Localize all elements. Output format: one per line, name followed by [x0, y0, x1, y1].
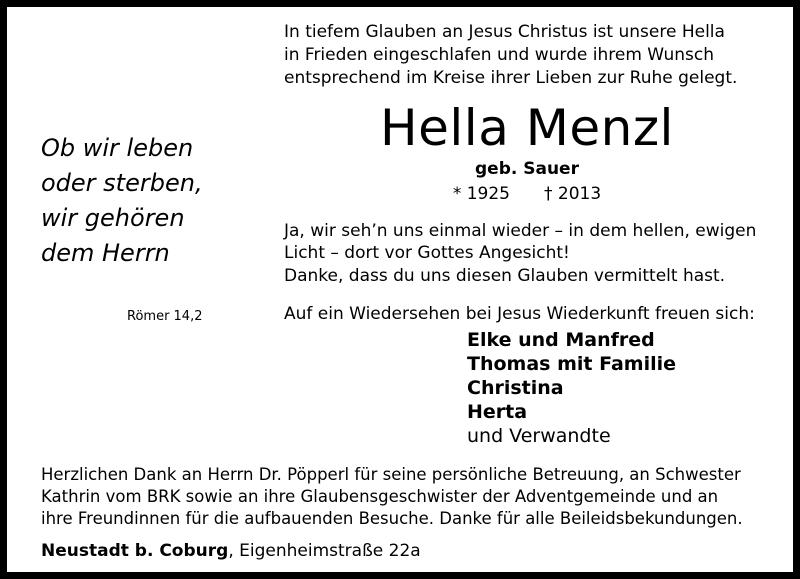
- quote-reference: Römer 14,2: [127, 309, 203, 324]
- hope-line: Licht – dort vor Gottes Angesicht!: [284, 243, 570, 263]
- hope-text: [284, 220, 774, 264]
- faith-thanks: Danke, dass du uns diesen Glauben vermittelt hast.: [284, 266, 726, 286]
- death-year: † 2013: [544, 184, 602, 204]
- thanks-line: Kathrin vom BRK sowie an ihre Glaubensgeschwister der Adventgemeinde und an: [41, 487, 719, 506]
- bible-quote: [41, 131, 261, 271]
- quote-line: oder sterben,: [41, 169, 203, 197]
- quote-line: Ob wir leben: [41, 134, 194, 162]
- mourner-name: Elke und Manfred: [467, 329, 655, 351]
- deceased-name: Hella Menzl: [380, 99, 674, 157]
- mourner-name: Herta: [467, 401, 528, 423]
- intro-line: In tiefem Glauben an Jesus Christus ist unsere Hella: [284, 22, 725, 42]
- thanks-line: Herzlichen Dank an Herrn Dr. Pöpperl für seine persönliche Betreuung, an Schwester: [41, 465, 741, 484]
- life-dates: [307, 183, 747, 205]
- mourner-name: Thomas mit Familie: [467, 353, 676, 375]
- address: [41, 540, 641, 562]
- thanks-text: [41, 464, 776, 530]
- quote-line: dem Herrn: [41, 239, 170, 267]
- mourners-list: [467, 328, 767, 448]
- intro-line: entsprechend im Kreise ihrer Lieben zur Ruhe gelegt.: [284, 68, 738, 88]
- intro-text: [284, 21, 774, 90]
- address-town: Neustadt b. Coburg: [41, 541, 229, 561]
- thanks-line: ihre Freundinnen für die aufbauenden Besuche. Danke für alle Beileidsbekundungen.: [41, 509, 743, 528]
- birth-name: geb. Sauer: [475, 159, 579, 179]
- hope-line: Ja, wir seh’n uns einmal wieder – in dem hellen, ewigen: [284, 221, 757, 241]
- address-street: , Eigenheimstraße 22a: [228, 541, 421, 561]
- mourner-relatives: und Verwandte: [467, 425, 611, 447]
- intro-line: in Frieden eingeschlafen und wurde ihrem Wunsch: [284, 45, 715, 65]
- reunion-intro: Auf ein Wiedersehen bei Jesus Wiederkunft freuen sich:: [284, 304, 755, 324]
- birth-year: * 1925: [452, 184, 510, 204]
- mourner-name: Christina: [467, 377, 564, 399]
- quote-line: wir gehören: [41, 204, 185, 232]
